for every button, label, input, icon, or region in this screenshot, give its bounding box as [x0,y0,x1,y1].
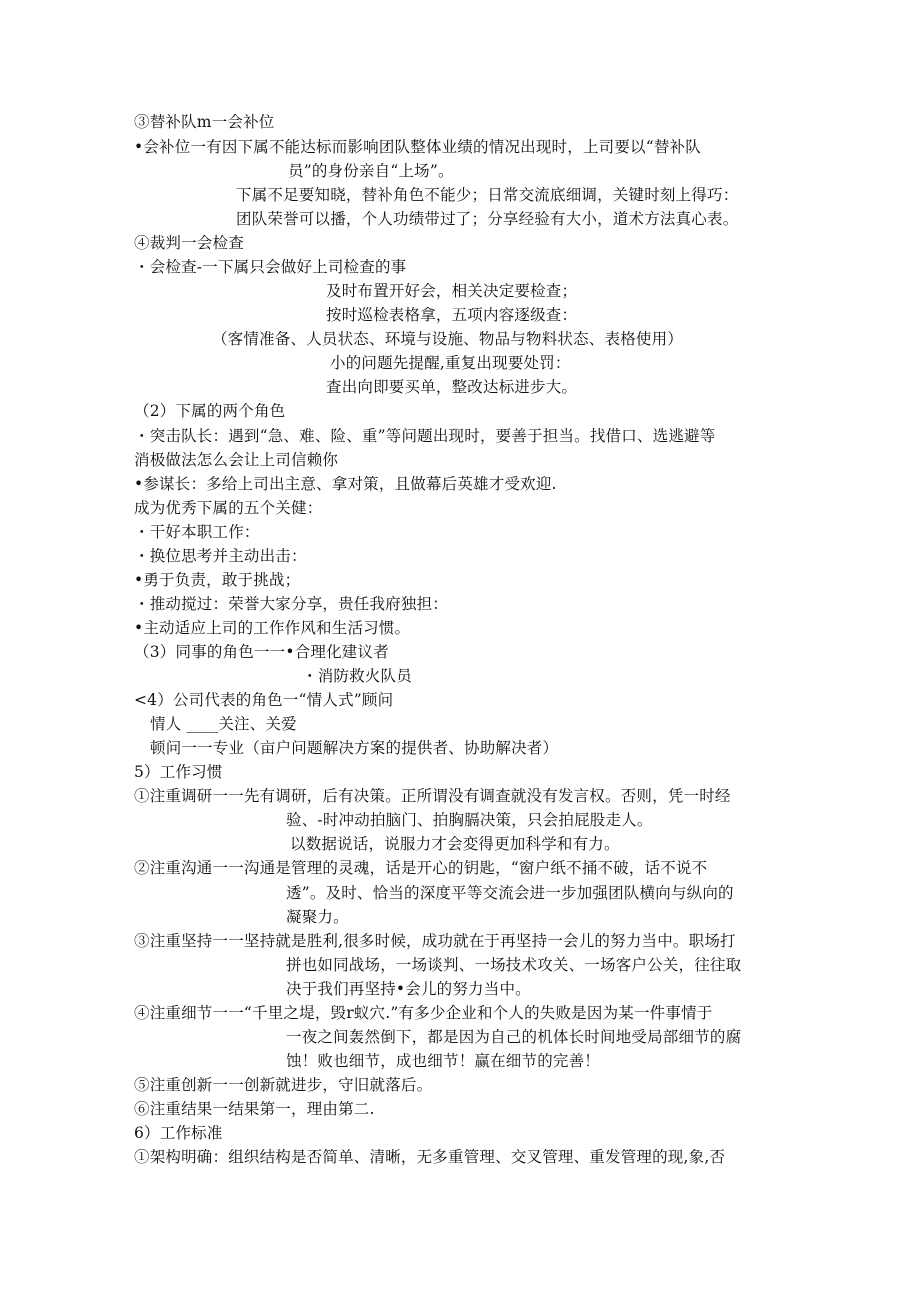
text-line: 以数据说话，说服力才会変得更加科学和有力。 [290,835,620,853]
text-line: ・消防救火队员 [302,667,412,685]
verse-line: 下属不足要知晓，替补角色不能少；日常交流底细调，关键时刻上得巧： [236,186,739,204]
verse-line: 团队荣誉可以播，个人功绩带过了；分享经验有大小，道术方法真心表。 [236,210,739,228]
text-line: ⑤注重创新一一创新就进步，守旧就落后。 [134,1076,433,1094]
heading-referee-role: ④裁判一会检查 [134,234,244,252]
text-line: ②注重沟通一一沟通是管理的灵魂，话是开心的钥匙，“窗户纸不捅不破，话不说不 [134,859,708,877]
text-line: 顿问一一专业（亩户问题解决方案的提供者、协助解决者） [150,739,559,757]
text-line: 拼也如同战场，一场谈判、一场技术攻关、一场客户公关，往往取 [286,956,742,974]
text-line: 成为优秀下属的五个关健： [134,499,323,517]
section-heading: （2）下属的两个角色 [134,402,286,420]
text-line: •参谋长：多给上司出主意、拿对策，且做幕后英雄才受欢迎. [134,475,557,493]
heading-substitute-role: ③替补队m一会补位 [134,113,275,131]
text-line: 蚀！败也细节，成也细节！赢在细节的完善！ [286,1052,601,1070]
section-heading: <4）公司代表的角色一“情人式”顾问 [134,691,394,709]
text-line: 验、-时冲动拍脑门、拍胸膈决策，只会拍屁股走人。 [286,811,653,829]
text-line: ⑥注重结果一结果第一，理由第二. [134,1100,375,1118]
verse-line: 小的问题先提醒,重复出现要处罚： [330,354,571,372]
text-line: 凝聚力。 [286,908,349,926]
text-line: 透”。及时、恰当的深度平等交流会进一步加强团队横向与纵向的 [286,884,734,902]
text-line: ①架构明确：组织结构是否简单、清晰，无多重管理、交叉管理、重发管理的现,象,否 [134,1148,726,1166]
section-heading: 5）工作习惯 [134,763,223,781]
text-line: 消极做法怎么会让上司信赖你 [134,451,339,469]
text-line: ①注重调研一一先有调研，后有决策。正所谓没有调查就没有发言权。否则，凭一时经 [134,787,731,805]
text-line: ③注重坚持一一坚持就是胜利,很多时候，成功就在于再坚持一会儿的努力当中。职场打 [134,932,736,950]
text-line: 一夜之间轰然倒下，都是因为自己的机体长时间地受局部细节的腐 [286,1028,742,1046]
text-line: •会补位一有因下属不能达标而影响团队整体业绩的情况出现时，上司要以“替补队 [134,138,701,156]
text-line: ・突击队长：遇到“急、难、险、重”等问题出现时，要善于担当。找借口、选逃避等 [134,427,716,445]
list-item: •主动适应上司的工作作风和生活习惯。 [134,619,411,637]
verse-line: 査出向即要买单，整改达标进步大。 [326,378,578,396]
text-line: 决于我们再坚持•会儿的努力当中。 [286,980,531,998]
verse-line: （客情准备、人员状态、环境与设施、物品与物料状态、表格使用） [212,330,684,348]
text-line: 情人 ____关注、关爱 [150,715,297,733]
text-line: ④注重细节一一“千里之堤，毁r蚁穴.”有多少企业和个人的失败是因为某一件事情于 [134,1004,713,1022]
list-item: •勇于负责，敢于挑战； [134,571,301,589]
section-heading: 6）工作标准 [134,1124,223,1142]
verse-line: 及时布置开好会，相关决定要检查； [326,282,578,300]
text-line: 员”的身份亲自“上场”。 [288,162,454,180]
list-item: ・换位思考并主动出击： [134,547,307,565]
verse-line: 按时巡检表格拿，五项内容逐级查： [326,306,578,324]
text-line: ・会检查-一下属只会做好上司检查的事 [134,258,407,276]
list-item: ・干好本职工作： [134,523,260,541]
list-item: ・推动搅过：荣誉大家分享，贵任我府独担： [134,595,449,613]
section-heading: （3）同事的角色一一•合理化建议者 [134,643,389,661]
